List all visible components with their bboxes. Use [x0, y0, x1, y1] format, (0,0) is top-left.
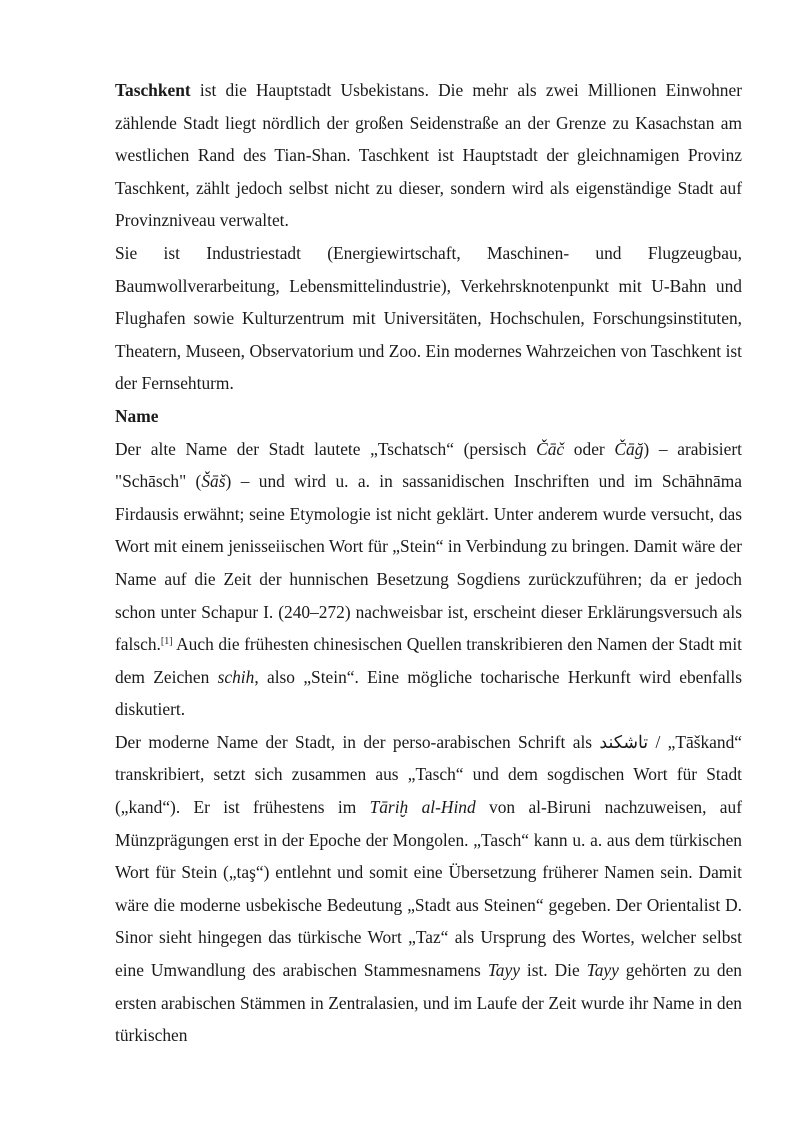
paragraph-industry: Sie ist Industriestadt (Energiewirtschaft, Maschinen- und Flugzeugbau, Baumwollverarbeitung, Lebensmittelindustrie), Verkehrsknotenpunkt mit U-Bahn und Flughafen sowie Kulturzentrum mit Universitäten, Hochschulen, Forschungsinstituten, Theatern, Museen, Observatorium und Zoo. Ein modernes Wahrzeichen von Taschkent ist der Fernsehturm. [115, 242, 742, 394]
text-run: oder [564, 438, 615, 459]
document-page [115, 74, 742, 1052]
italic-term: Tāriḫ al-Hind [369, 797, 476, 818]
italic-term: Čāğ [614, 438, 644, 459]
text-run: ) – und wird u. a. in sassanidischen Inschriften und im Schāhnāma Firdausis erwähnt; seine Etymologie ist nicht geklärt. Unter anderem wurde versucht, das Wort mit einem jenisseiischen Wort für „Stein“ in Verbindung zu bringen. Damit wäre der Name auf die Zeit der hunnischen Besetzung Sogdiens zurückzuführen; da er jedoch schon unter Schapur I. (240–272) nachweisbar ist, erscheint dieser Erklärungsversuch als falsch. [115, 471, 743, 655]
text-run: ) – arabisiert "Schāsch" ( [115, 438, 742, 492]
paragraph-intro [115, 74, 742, 237]
italic-term: Tayy [586, 960, 619, 981]
arabic-script-name: تاشکند [599, 731, 649, 752]
text-run: / „Tāškand“ transkribiert, setzt sich zusammen aus „Tasch“ und dem sogdischen Wort für Stadt („kand“). Er ist frühestens im [115, 731, 742, 818]
italic-term: Tayy [487, 960, 520, 981]
text-run: , also „Stein“. Eine mögliche tocharische Herkunft wird ebenfalls diskutiert. [115, 666, 742, 720]
italic-term: schih [217, 666, 255, 687]
text-run: Der moderne Name der Stadt, in der perso-arabischen Schrift als [115, 731, 600, 752]
intro-text: ist die Hauptstadt Usbekistans. Die mehr als zwei Millionen Einwohner zählende Stadt liegt nördlich der großen Seidenstraße an der Grenze zu Kasachstan am westlichen Rand des Tian-Shan. Taschkent ist Hauptstadt der gleichnamigen Provinz Taschkent, zählt jedoch selbst nicht zu dieser, sondern wird als eigenständige Stadt auf Provinzniveau verwaltet. [115, 80, 742, 231]
bold-term-taschkent: Taschkent [115, 80, 191, 100]
italic-term: Šāš [201, 471, 226, 492]
italic-term: Čāč [536, 438, 565, 459]
text-run: Auch die frühesten chinesischen Quellen transkribieren den Namen der Stadt mit dem Zeichen [115, 634, 742, 687]
text-run: gehörten zu den ersten arabischen Stämmen in Zentralasien, und im Laufe der Zeit wurde ihr Name in den türkischen [115, 960, 742, 1046]
text-run: Der alte Name der Stadt lautete „Tschatsch“ (persisch [115, 438, 537, 459]
paragraph-modern-name [115, 726, 742, 1052]
footnote-reference[interactable]: [1] [160, 636, 173, 648]
text-run: von al-Biruni nachzuweisen, auf Münzprägungen erst in der Epoche der Mongolen. „Tasch“ kann u. a. aus dem türkischen Wort für Stein („taş“) entlehnt und somit eine Übersetzung früherer Namen sein. Damit wäre die moderne usbekische Bedeutung „Stadt aus Steinen“ gegeben. Der Orientalist D. Sinor sieht hingegen das türkische Wort „Taz“ als Ursprung des Wortes, welcher selbst eine Umwandlung des arabischen Stammesnamens [115, 797, 742, 981]
section-heading-name: Name [115, 405, 159, 426]
text-run: ist. Die [519, 960, 587, 981]
paragraph-old-name [115, 433, 742, 726]
